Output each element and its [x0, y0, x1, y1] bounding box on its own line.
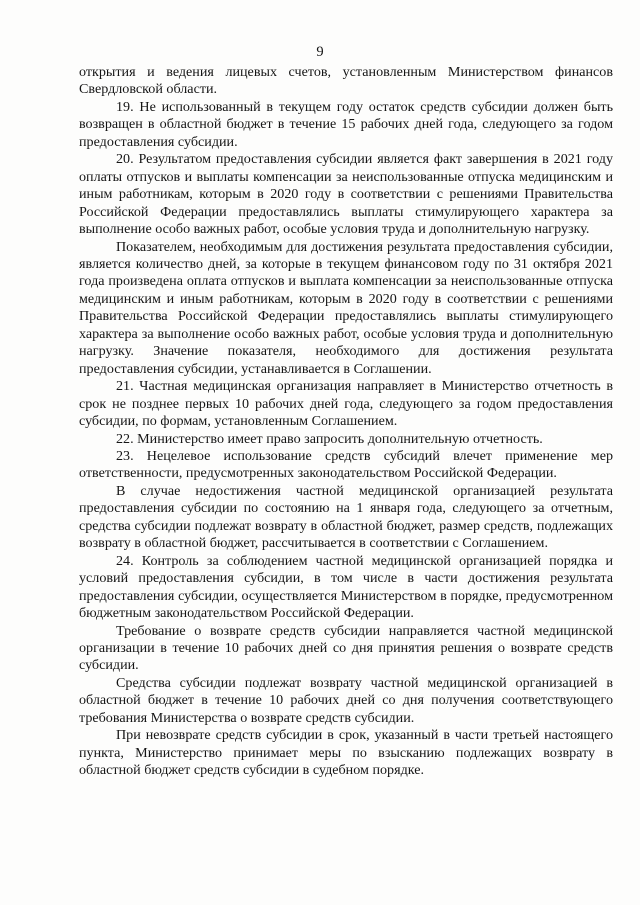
paragraph-clause-24: 24. Контроль за соблюдением частной медицинской организацией порядка и условий предоставления субсидии, в том числе в части достижения результата предоставления субсидии, осуществляется Министерством в порядке, предусмотренном бюджетным законодательством Российской Федерации. [79, 552, 613, 622]
paragraph-clause-21: 21. Частная медицинская организация направляет в Министерство отчетность в срок не позднее первых 10 рабочих дней года, следующего за годом предоставления субсидии, по формам, установленным Соглашением. [79, 378, 613, 430]
paragraph-refund-request: Требование о возврате средств субсидии направляется частной медицинской организации в течение 10 рабочих дней со дня принятия решения о возврате средств субсидии. [79, 622, 613, 674]
paragraph-clause-20: 20. Результатом предоставления субсидии является факт завершения в 2021 году оплаты отпусков и выплаты компенсации за неиспользованные отпуска медицинским и иным работникам, которым в 2020 году в соответствии с решениями Правительства Российской Федерации предоставлялись выплаты стимулирующего характера за выполнение особо важных работ, особые условия труда и дополнительную нагрузку. [79, 151, 613, 238]
paragraph-refund-term: Средства субсидии подлежат возврату частной медицинской организацией в областной бюджет в течение 10 рабочих дней со дня получения соответствующего требования Министерства о возврате средств субсидии. [79, 674, 613, 726]
paragraph-continuation: открытия и ведения лицевых счетов, установленным Министерством финансов Свердловской области. [79, 64, 613, 98]
page-number: 9 [316, 44, 324, 60]
paragraph-recovery: При невозврате средств субсидии в срок, указанный в части третьей настоящего пункта, Министерство принимает меры по взысканию подлежащих возврату в областной бюджет средств субсидии в судебном порядке. [79, 727, 613, 779]
paragraph-indicator: Показателем, необходимым для достижения результата предоставления субсидии, является количество дней, за которые в текущем финансовом году по 31 октября 2021 года произведена оплата отпусков и выплата компенсации за неиспользованные отпуска медицинским и иным работникам, которым в 2020 году в соответствии с решениями Правительства Российской Федерации предоставлялись выплаты стимулирующего характера за выполнение особо важных работ, особые условия труда и дополнительную нагрузку. Значение показателя, необходимого для достижения результата предоставления субсидии, устанавливается в Соглашении. [79, 238, 613, 377]
paragraph-clause-19: 19. Не использованный в текущем году остаток средств субсидии должен быть возвращен в областной бюджет в течение 15 рабочих дней года, следующего за годом предоставления субсидии. [79, 98, 613, 150]
paragraph-non-achievement: В случае недостижения частной медицинской организацией результата предоставления субсидии по состоянию на 1 января года, следующего за отчетным, средства субсидии подлежат возврату в областной бюджет, размер средств, подлежащих возврату в областной бюджет, рассчитывается в соответствии с Соглашением. [79, 482, 613, 552]
paragraph-clause-23: 23. Нецелевое использование средств субсидий влечет применение мер ответственности, предусмотренных законодательством Российской Федерации. [79, 447, 613, 482]
paragraph-clause-22: 22. Министерство имеет право запросить дополнительную отчетность. [116, 430, 543, 447]
document-body [79, 64, 613, 780]
